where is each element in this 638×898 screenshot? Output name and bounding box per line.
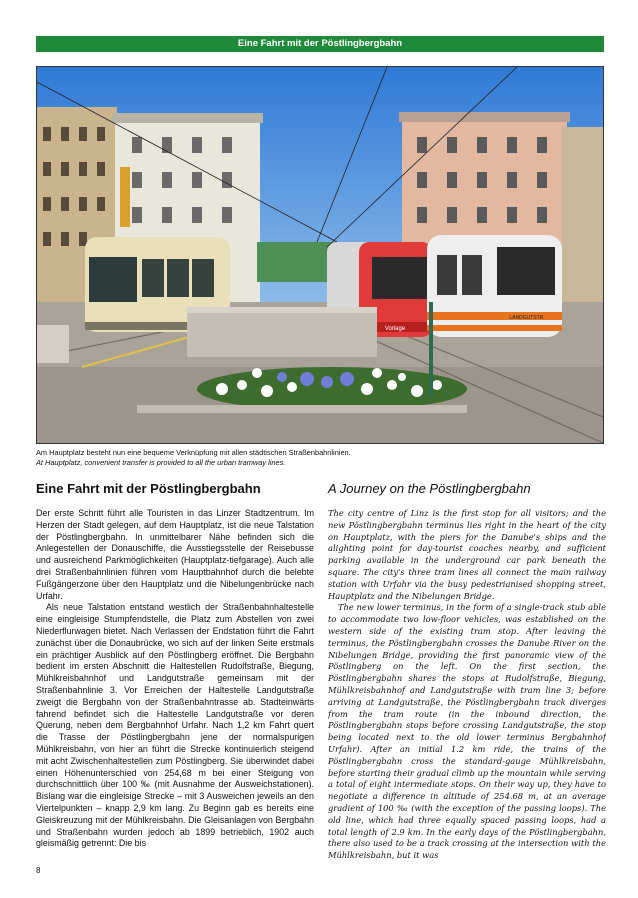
fountain-basin bbox=[187, 307, 377, 357]
tram-right bbox=[427, 235, 562, 337]
article-heading-english: A Journey on the Pöstlingbergbahn bbox=[328, 481, 531, 496]
paragraph: Der erste Schritt führt alle Touristen in das Linzer Stadtzentrum. Im Herzen der Stadt gelegen, auf dem Hauptplatz, ist die neue Talstation der Pöstlingbergbahn. In unmittelbarer Nähe befinden sich die Anlegestellen der Donauschiffe, die Ausstiegsstelle der Reisebusse und ausreichend Parkmöglichkeiten (Hauptplatz-tiefgarage). Auch alle drei Straßenbahnlinien führen vom Hauptbahnhof durch die belebte Fußgängerzone über den Hauptplatz und die Nibelungenbrücke nach Urfahr. bbox=[36, 508, 314, 601]
article-body-english bbox=[328, 508, 606, 866]
caption-english: At Hauptplatz, convenient transfer is provided to all the urban tramway lines. bbox=[36, 458, 286, 467]
article-body-german bbox=[36, 508, 314, 866]
svg-text:LANDGUTSTR.: LANDGUTSTR. bbox=[509, 315, 545, 321]
paragraph: The city centre of Linz is the first stop for all visitors; and the new Pöstlingbergbahn terminus lies right in the heart of the city on Hauptplatz, with the piers for the Danube's ships and the alighting point for day-tourist coaches nearby, and sufficient parking available in the underground car park beneath the square. The city's three tram lines all connect the main railway station with Urfahr via the busy pedestrianised shopping street, Hauptplatz and the Nibelungen Bridge. bbox=[328, 508, 606, 601]
caption-german: Am Hauptplatz besteht nun eine bequeme Verknüpfung mit allen städtischen Straßenbahnlinien. bbox=[36, 448, 351, 457]
article-heading-german: Eine Fahrt mit der Pöstlingbergbahn bbox=[36, 481, 261, 496]
hauptplatz-tram-illustration bbox=[37, 67, 603, 443]
svg-text:Vorlage: Vorlage bbox=[384, 326, 406, 332]
page-number: 8 bbox=[36, 866, 41, 875]
tram-photo bbox=[36, 66, 604, 444]
far-right-building bbox=[562, 127, 603, 327]
stone-block bbox=[37, 325, 69, 363]
chapter-banner: Eine Fahrt mit der Pöstlingbergbahn bbox=[36, 36, 604, 52]
pole bbox=[429, 302, 433, 397]
paragraph: Als neue Talstation entstand westlich der Straßenbahnhaltestelle eine eingleisige Stumpfendstelle, die Platz zum Abstellen von zwei Niederflurwagen bietet. Nach Verlassen der Endstation führt die Fahrt zunächst über die Donaubrücke, wo sich auf der linken Seite erstmals ein prächtiger Ausblick auf den Pöstlingberg eröffnet. Die Bergbahn bedient im ersten Abschnitt die Haltestellen Rudolfstraße, Biegung, Mühlkreisbahnhof und Landgutstraße gemeinsam mit der Straßenbahnlinie 3. Vor Erreichen der Haltestelle Landgutstraße zweigt die Bergbahn von der Straßenbahntrasse ab. Stadteinwärts fahrend befindet sich die Haltestelle Landgutstraße vor deren Querung, neben dem Bergbahnhof Urfahr. Nach 1,2 km Fahrt quert die Trasse der Pöstlingbergbahn jene der normalspurigen Mühlkreisbahn, von hier an führt die Strecke kontinuierlich steigend mit acht Zwischenhaltestellen zum Pöstlingberg. Sie überwindet dabei einen Höhenunterschied von 254,68 m bei einer Steigung von durchschnittlich über 100 ‰ (mit Ausnahme der Ausweichstationen). Bislang war die eingleisige Strecke – mit 3 Ausweichen jeweils an den Viertelpunkten – knapp 2,9 km lang. Zu Beginn gab es bereits eine Gleiskreuzung mit der Mühlkreisbahn. Die Gleisanlagen von Bergbahn und Straßenbahn wurden jedoch ab 1899 betrieblich, 1902 auch gleismäßig getrennt: Die bis bbox=[36, 602, 314, 849]
paragraph: The new lower terminus, in the form of a single-track stub able to accommodate two low-floor vehicles, was established on the western side of the existing tram stop. After leaving the terminus, the Pöstlingbergbahn crosses the Danube River on the Nibelungen Bridge, providing the first panoramic view of the Pöstlingberg on the left. On the first section, the Pöstlingbergbahn shares the stops at Rudolfstraße, Biegung, Mühlkreisbahnhof and Landgutstraße with tram line 3; before arriving at Landgutstraße, the Pöstlingbergbahn track diverges from the tram route (in the inbound direction, the Pöstlingbergbahn stops before crossing Landgutstraße, the stop being located next to the old lower terminus Bergbahnhof Urfahr). After an initial 1.2 km ride, the trains of the Pöstlingbergbahn cross the standard-gauge Mühlkreisbahn, before starting their gradual climb up the mountain while serving a total of eight intermediate stops. On their way up, they have to negotiate a difference in altitude of 254.68 m, at an average gradient of 100 ‰ (with the exception of the passing loops). The old line, which had three equally spaced passing loops, had a total length of 2.9 km. In the early days of the Pöstlingbergbahn, there also used to be a track crossing at the intersection with the Mühlkreisbahn, but it was bbox=[328, 602, 606, 861]
flower-bed bbox=[197, 367, 467, 411]
